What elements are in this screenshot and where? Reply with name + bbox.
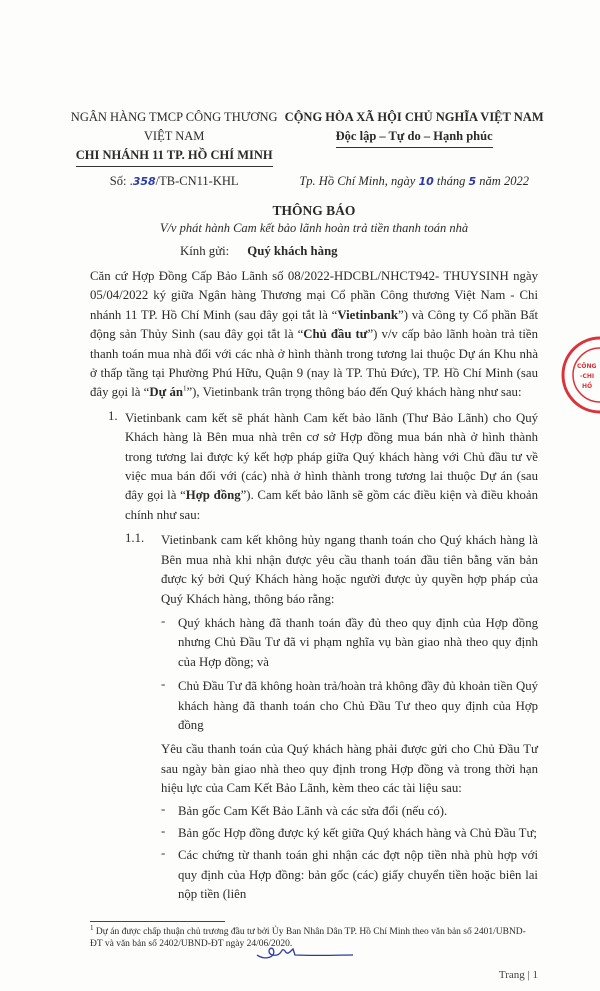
term-investor: Chủ đầu tư [303, 327, 368, 342]
document-item [161, 846, 538, 904]
date-month: 5 [468, 175, 477, 188]
intro-text: Căn cứ Hợp Đồng Cấp Bảo Lãnh số 08/2022-HDCBL/NHCT942- THUYSINH ngày 05/04/2022 ký giữa Ngân hàng Thương mại Cổ phần Công thương Việt Nam - Chi nhánh 11 TP. Hồ Chí Minh (sau đây gọi tắt là “ [90, 269, 538, 322]
footnote-ref: 1 [182, 385, 187, 394]
condition-item [161, 677, 538, 735]
recipient-line [180, 244, 538, 259]
footnote-mark: 1 [90, 923, 94, 932]
company-seal-icon [560, 335, 600, 415]
document-text: Bản gốc Cam Kết Bảo Lãnh và các sửa đổi (nếu có). [178, 803, 448, 818]
term-contract: Hợp đồng [185, 488, 241, 503]
svg-text:CÔNG: CÔNG [577, 363, 597, 370]
bullet: - [161, 677, 166, 692]
issuer-org-line2: VIỆT NAM [143, 129, 205, 143]
term-project: Dự án [149, 385, 183, 400]
nation-block [280, 108, 548, 191]
bullet: - [161, 801, 166, 816]
item-1-1-body [161, 614, 538, 905]
bullet: - [161, 613, 166, 628]
doc-no-prefix: Số: . [109, 174, 133, 188]
item-1-1-text: Vietinbank cam kết không hủy ngang thanh toán cho Quý khách hàng là Bên mua nhà khi nhận được yêu cầu thanh toán đầu tiên bằng văn bản được ký bởi Quý Khách hàng hoặc người được ủy quyền hợp pháp của Quý Khách hàng, thông báo rằng: [161, 533, 538, 606]
footnote-text: Dự án được chấp thuận chủ trương đầu tư bởi Ủy Ban Nhân Dân TP. Hồ Chí Minh theo văn bản số 2401/UBND-ĐT và văn bản số 2402/UBND-ĐT ngày 24/06/2020. [90, 926, 526, 950]
item-number: 1.1. [125, 531, 145, 546]
intro-text: ”) v/v cấp bảo lãnh hoàn trả tiền thanh toán mua nhà đối với các nhà ở hình thành trong tương lai thuộc Dự án Khu nhà ở thấp tầng tại Phường Phú Hữu, Quận 9 (nay là TP. Thủ Đức), TP. Hồ Chí Minh (sau đây gọi là “ [90, 327, 538, 400]
date-mid: tháng [433, 174, 469, 188]
item-1-text [125, 409, 538, 525]
item-number: 1. [108, 408, 118, 423]
page-number: Trang | 1 [498, 968, 538, 981]
condition-item [161, 614, 538, 672]
document-item [161, 824, 538, 843]
doc-no-handwritten: 358 [132, 175, 156, 188]
issuer-branch: CHI NHÁNH 11 TP. HỒ CHÍ MINH [76, 146, 273, 167]
svg-text:HỒ: HỒ [582, 383, 593, 390]
document-header [68, 108, 548, 191]
document-number [68, 172, 280, 191]
document-item [161, 802, 538, 821]
item-1-1 [125, 531, 538, 609]
document-title: THÔNG BÁO [272, 203, 356, 218]
footnote-divider [90, 921, 225, 922]
date-suffix: năm 2022 [476, 174, 529, 188]
term-vietinbank: Vietinbank [337, 307, 399, 322]
issuer-block [68, 108, 280, 191]
condition-text: Quý khách hàng đã thanh toán đầy đủ theo quy định của Hợp đồng nhưng Chủ Đầu Tư đã vi phạm nghĩa vụ bàn giao nhà theo quy định của Hợp đồng; và [178, 615, 538, 669]
recipient-label: Kính gửi: [180, 244, 230, 258]
intro-text: ”), Vietinbank trân trọng thông báo đến Quý khách hàng như sau: [186, 385, 522, 400]
intro-paragraph [90, 267, 538, 403]
document-text: Các chứng từ thanh toán ghi nhận các đợt nộp tiền nhà phù hợp với quy định của Hợp đồng: bản gốc (các) giấy chuyển tiền hoặc biên lai nộp tiền (liên [178, 848, 538, 902]
issuer-org-line1: NGÂN HÀNG TMCP CÔNG THƯƠNG [70, 110, 278, 124]
motto: Độc lập – Tự do – Hạnh phúc [336, 127, 493, 148]
item-text: ”). Cam kết bảo lãnh sẽ gồm các điều kiện và điều khoản chính như sau: [125, 488, 539, 522]
intro-text: ”) và Công ty Cổ phần Bất động sản Thủy Sinh (sau đây gọi tắt là “ [90, 307, 538, 342]
bullet: - [161, 823, 166, 838]
request-paragraph: Yêu cầu thanh toán của Quý khách hàng phải được gửi cho Chủ Đầu Tư sau ngày bàn giao nhà theo quy định trong Hợp đồng và trong thời hạn hiệu lực của Cam Kết Bảo Lãnh, kèm theo các tài liệu sau: [161, 742, 538, 796]
document-subject: V/v phát hành Cam kết bảo lãnh hoàn trả tiền thanh toán nhà [159, 221, 469, 235]
item-1 [108, 409, 538, 525]
condition-text: Chủ Đầu Tư đã không hoàn trả/hoàn trả không đầy đủ khoản tiền Quý khách hàng đã thanh toán cho Chủ Đầu Tư theo quy định của Hợp đồng [178, 679, 538, 732]
nation-title: CỘNG HÒA XÃ HỘI CHỦ NGHĨA VIỆT NAM [284, 110, 544, 124]
date-prefix: Tp. Hồ Chí Minh, ngày [299, 174, 419, 188]
doc-no-suffix: /TB-CN11-KHL [155, 174, 239, 188]
document-text: Bản gốc Hợp đồng được ký kết giữa Quý khách hàng và Chủ Đầu Tư; [178, 825, 537, 840]
bullet: - [161, 846, 166, 861]
recipient: Quý khách hàng [247, 244, 338, 258]
date-day: 10 [418, 175, 434, 188]
item-text: Vietinbank cam kết sẽ phát hành Cam kết bảo lãnh (Thư Bảo Lãnh) cho Quý Khách hàng là Bên mua nhà trên cơ sở Hợp đồng mua bán nhà ở hình thành trong tương lai được ký kết hợp pháp giữa Quý khách hàng với Chủ đầu tư về việc mua bán đối với (các) nhà ở hình thành trong tương lai thuộc Dự án (sau đây gọi là “ [125, 410, 538, 503]
svg-text:-CHI: -CHI [580, 373, 595, 380]
document-date [280, 172, 548, 191]
